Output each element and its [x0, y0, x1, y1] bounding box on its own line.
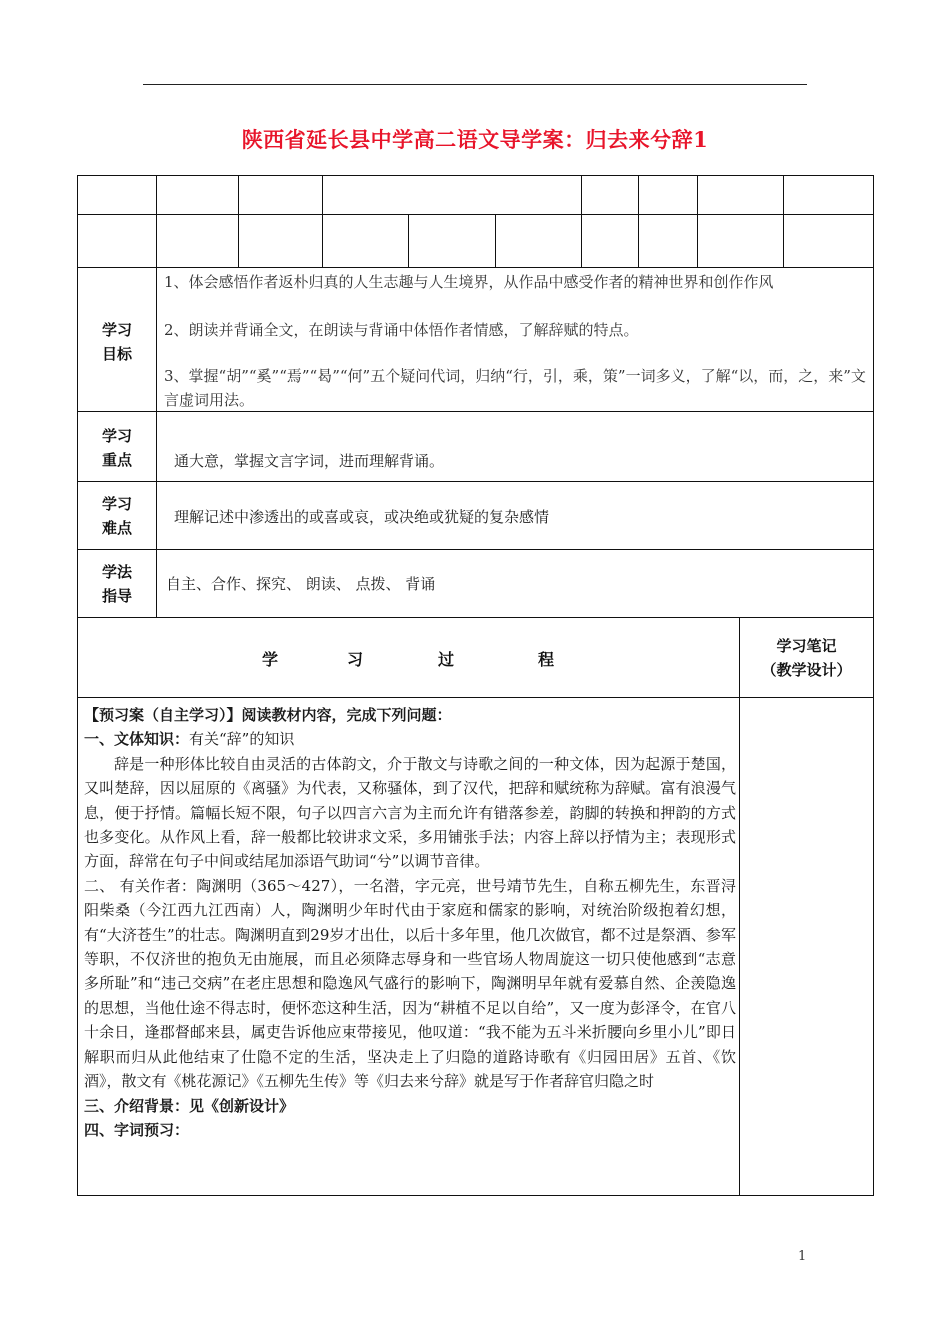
table-rule: [638, 175, 639, 267]
preview-heading: 【预习案（自主学习）】阅读教材内容，完成下列问题：: [84, 706, 452, 724]
table-rule: [77, 697, 874, 698]
table-rule: [697, 175, 698, 267]
table-rule: [77, 481, 874, 482]
goal-item: 1、体会感悟作者返朴归真的人生志趣与人生境界，从作品中感受作者的精神世界和创作作风: [164, 273, 774, 291]
goal-item: 3、掌握“胡”“奚”“焉”“曷”“何”五个疑问代词，归纳“行，引，乘，策”一词多义，了解“以，而，之，来”文言虚词用法。: [164, 367, 866, 409]
table-rule: [739, 617, 740, 1196]
difficulty-text: 理解记述中渗透出的或喜或哀，或决绝或犹疑的复杂感情: [174, 508, 550, 526]
document-title: 陕西省延长县中学高二语文导学案：归去来兮辞1: [241, 127, 709, 152]
process-heading-char: 程: [538, 650, 555, 669]
table-rule: [77, 267, 874, 268]
section-background: 三、介绍背景：见《创新设计》: [84, 1096, 295, 1115]
process-heading-char: 学: [262, 650, 279, 669]
table-rule: [783, 175, 784, 267]
notes-heading: 学习笔记 （教学设计）: [761, 637, 852, 679]
goal-item: 2、朗读并背诵全文，在朗读与背诵中体悟作者情感，了解辞赋的特点。: [164, 321, 639, 339]
method-text: 自主、合作、探究、 朗读、 点拨、 背诵: [166, 575, 436, 593]
author-paragraph: 二、 有关作者：陶渊明（365～427），一名潜，字元亮，世号靖节先生，自称五柳先生，东晋浔阳柴桑（今江西九江西南）人，陶渊明少年时代由于家庭和儒家的影响，对统治阶级抱着幻想，有“大济苍生”的壮志。陶渊明直到29岁才出仕，以后十多年里，他几次做官，都不过是祭酒、参军等职，不仅济世的抱负无由施展，而且必须降志辱身和一些官场人物周旋这一切只使他感到“志意多所耻”和“违己交病”在老庄思想和隐逸风气盛行的影响下，陶渊明早年就有爱慕自然、企羡隐逸的思想，当他仕途不得志时，便怀恋这种生活，因为“耕植不足以自给”，又一度为彭泽令，在官八十余日，逢郡督邮来县，属吏告诉他应束带接见，他叹道：“我不能为五斗米折腰向乡里小儿”即日解职而归从此他结束了仕隐不定的生活，坚决走上了归隐的道路诗歌有《归园田居》五首、《饮酒》，散文有《桃花源记》《五柳先生传》等《归去来兮辞》就是写于作者辞官归隐之时: [84, 876, 736, 1091]
genre-paragraph: 辞是一种形体比较自由灵活的古体韵文，介于散文与诗歌之间的一种文体，因为起源于楚国，又叫楚辞，因以屈原的《离骚》为代表，又称骚体，到了汉代，把辞和赋统称为辞赋。富有浪漫气息，便于抒情。篇幅长短不限，句子以四言六言为主而允许有错落参差，韵脚的转换和押韵的方式也多变化。从作风上看，辞一般都比较讲求文采，多用铺张手法；内容上辞以抒情为主；表现形式方面，辞常在句子中间或结尾加添语气助词“兮”以调节音律。: [84, 754, 736, 871]
table-rule: [77, 549, 874, 550]
key-points-text: 通大意，掌握文言字词，进而理解背诵。: [174, 452, 445, 470]
process-heading-char: 过: [438, 650, 455, 669]
table-rule: [77, 214, 874, 215]
section-vocabulary: 四、字词预习：: [84, 1120, 190, 1139]
key-points-label: 学习 重点: [101, 427, 132, 469]
table-rule: [408, 214, 409, 267]
preview-content: [84, 703, 736, 1142]
table-rule: [495, 214, 496, 267]
process-heading-char: 习: [347, 650, 364, 669]
section-genre: 一、文体知识：有关“辞”的知识: [84, 730, 295, 749]
method-label: 学法 指导: [101, 563, 132, 605]
header-rule: [143, 84, 807, 85]
table-rule: [77, 617, 874, 618]
table-rule: [156, 267, 157, 617]
table-rule: [238, 175, 239, 267]
difficulty-label: 学习 难点: [101, 495, 132, 537]
goals-label: 学习 目标: [101, 321, 132, 363]
table-rule: [322, 175, 323, 267]
table-rule: [156, 175, 157, 267]
table-rule: [581, 175, 582, 267]
page-number: 1: [798, 1249, 807, 1264]
